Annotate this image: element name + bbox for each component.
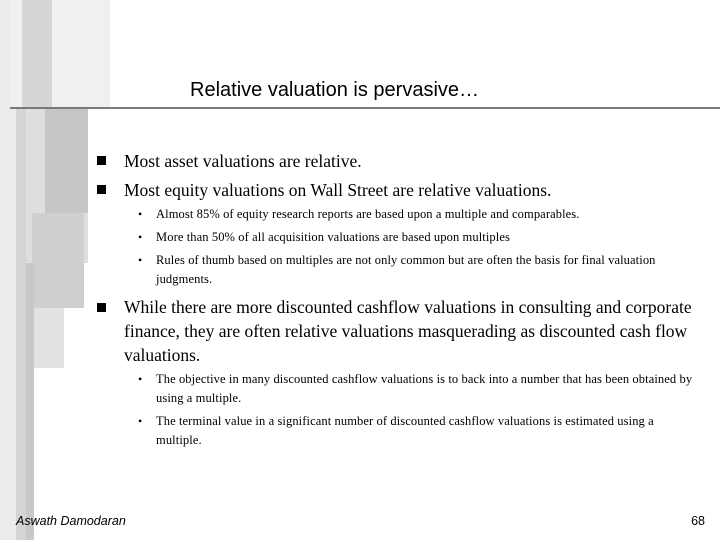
- dot-bullet-icon: •: [138, 207, 143, 221]
- decoration-block: [34, 308, 64, 368]
- bullet-text: Most asset valuations are relative.: [124, 151, 362, 171]
- decoration-block: [45, 108, 88, 213]
- sub-bullet-text: The objective in many discounted cashflow valuations is to back into a number that has been obtained by using a multiple.: [156, 372, 693, 405]
- bullet-text: While there are more discounted cashflow valuations in consulting and corporate finance, they are often relative valuations masquerading as discounted cash flow valuations.: [124, 297, 692, 365]
- dot-bullet-icon: •: [138, 372, 143, 386]
- slide-title: Relative valuation is pervasive…: [190, 79, 480, 101]
- dot-bullet-icon: •: [138, 414, 143, 428]
- title-rule: [10, 107, 720, 109]
- square-bullet-icon: [97, 303, 106, 312]
- square-bullet-icon: [97, 185, 106, 194]
- dot-bullet-icon: •: [138, 230, 143, 244]
- decoration-block: [22, 0, 52, 108]
- footer-author: Aswath Damodaran: [16, 514, 126, 528]
- sub-bullet-text: Rules of thumb based on multiples are not only common but are often the basis for final valuation judgments.: [156, 253, 656, 286]
- sub-bullet-text: Almost 85% of equity research reports are based upon a multiple and comparables.: [156, 207, 580, 221]
- decoration-block: [32, 213, 84, 308]
- decoration-block: [26, 263, 34, 540]
- page-number: 68: [691, 514, 705, 528]
- sub-bullet-text: The terminal value in a significant number of discounted cashflow valuations is estimated using a multiple.: [156, 414, 654, 447]
- dot-bullet-icon: •: [138, 253, 143, 267]
- sub-bullet-text: More than 50% of all acquisition valuations are based upon multiples: [156, 230, 510, 244]
- square-bullet-icon: [97, 156, 106, 165]
- bullet-text: Most equity valuations on Wall Street are relative valuations.: [124, 180, 552, 200]
